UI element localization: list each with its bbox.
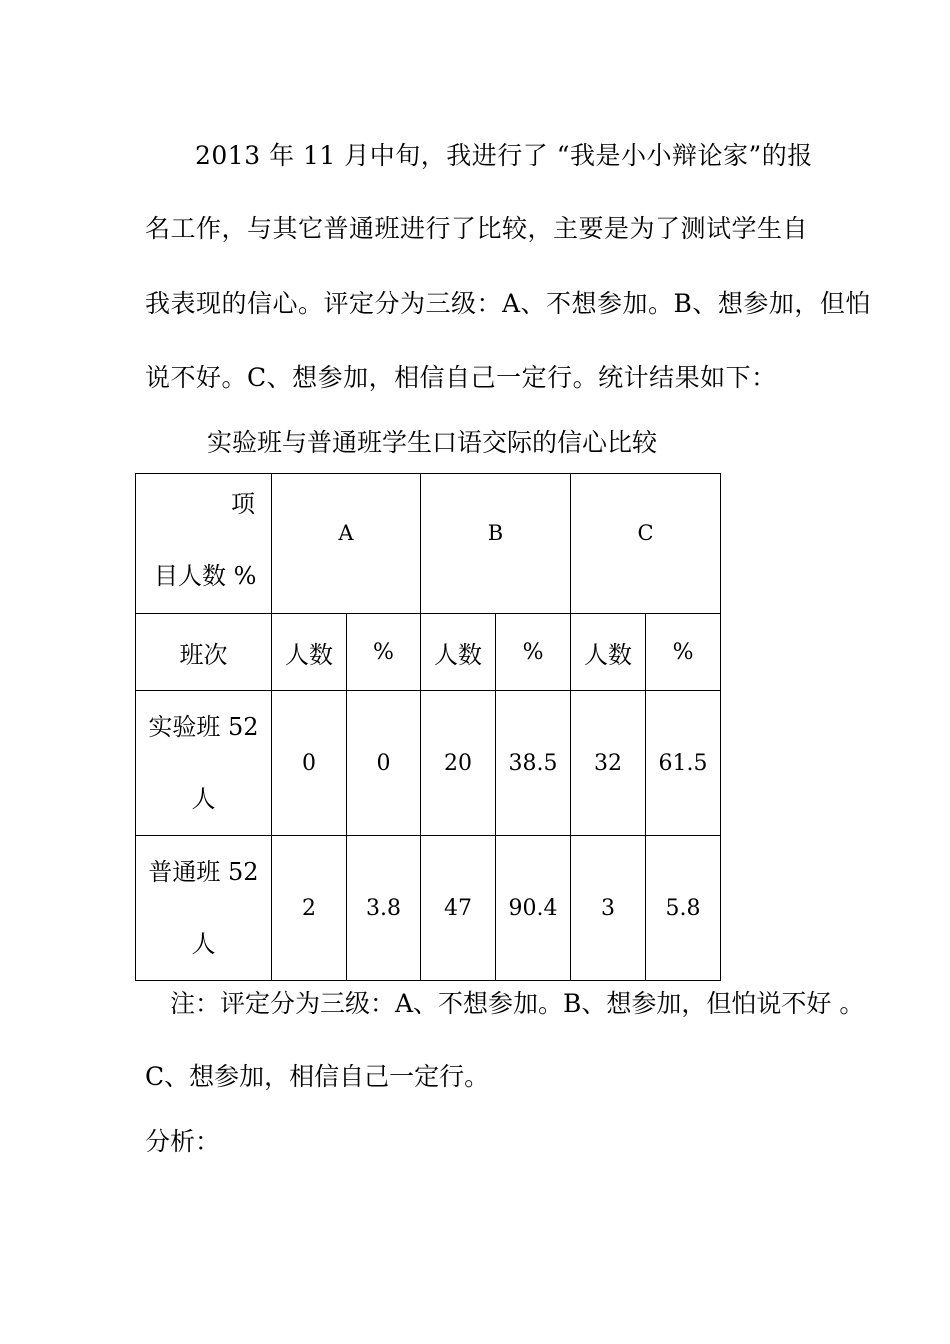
table-corner-cell bbox=[136, 474, 272, 614]
class-header: 班次 bbox=[136, 614, 272, 691]
table-caption: 实验班与普通班学生口语交际的信心比较 bbox=[207, 428, 658, 457]
row-class-name bbox=[136, 691, 272, 836]
note-line-1: 注：评定分为三级：A、不想参加。B、想参加，但怕说不好 。 bbox=[170, 989, 865, 1018]
corner-label-bottom: 目人数 % bbox=[154, 562, 257, 590]
subheader-a-percent: % bbox=[347, 614, 421, 691]
cell-c-count: 32 bbox=[571, 691, 646, 836]
cell-c-percent: 61.5 bbox=[646, 691, 721, 836]
cell-b-percent: 38.5 bbox=[496, 691, 571, 836]
subheader-a-count: 人数 bbox=[272, 614, 347, 691]
analysis-label: 分析： bbox=[145, 1127, 221, 1156]
confidence-comparison-table bbox=[135, 473, 721, 981]
group-header-b: B bbox=[421, 474, 571, 614]
subheader-c-count: 人数 bbox=[571, 614, 646, 691]
cell-b-count: 20 bbox=[421, 691, 496, 836]
intro-line-3: 我表现的信心。评定分为三级：A、不想参加。B、想参加，但怕 bbox=[145, 289, 871, 318]
table-header-row bbox=[136, 474, 721, 614]
row-class-line2: 人 bbox=[191, 785, 216, 813]
cell-a-count: 2 bbox=[272, 836, 347, 981]
cell-b-percent: 90.4 bbox=[496, 836, 571, 981]
subheader-b-count: 人数 bbox=[421, 614, 496, 691]
cell-a-percent: 0 bbox=[347, 691, 421, 836]
cell-c-count: 3 bbox=[571, 836, 646, 981]
table-row bbox=[136, 836, 721, 981]
row-class-name bbox=[136, 836, 272, 981]
intro-line-4: 说不好。C、想参加，相信自己一定行。统计结果如下： bbox=[145, 363, 777, 392]
subheader-b-percent: % bbox=[496, 614, 571, 691]
note-line-2: C、想参加，相信自己一定行。 bbox=[145, 1062, 490, 1091]
cell-a-percent: 3.8 bbox=[347, 836, 421, 981]
corner-label-top: 项 bbox=[231, 490, 255, 518]
subheader-c-percent: % bbox=[646, 614, 721, 691]
intro-line-2: 名工作，与其它普通班进行了比较，主要是为了测试学生自 bbox=[145, 214, 809, 243]
cell-c-percent: 5.8 bbox=[646, 836, 721, 981]
row-class-line1: 普通班 52 bbox=[148, 858, 259, 886]
cell-a-count: 0 bbox=[272, 691, 347, 836]
table-subheader-row bbox=[136, 614, 721, 691]
table-row bbox=[136, 691, 721, 836]
group-header-a: A bbox=[272, 474, 421, 614]
intro-line-1: 2013 年 11 月中旬，我进行了 “我是小小辩论家”的报 bbox=[195, 141, 813, 170]
row-class-line2: 人 bbox=[191, 930, 216, 958]
group-header-c: C bbox=[571, 474, 721, 614]
row-class-line1: 实验班 52 bbox=[148, 713, 259, 741]
cell-b-count: 47 bbox=[421, 836, 496, 981]
